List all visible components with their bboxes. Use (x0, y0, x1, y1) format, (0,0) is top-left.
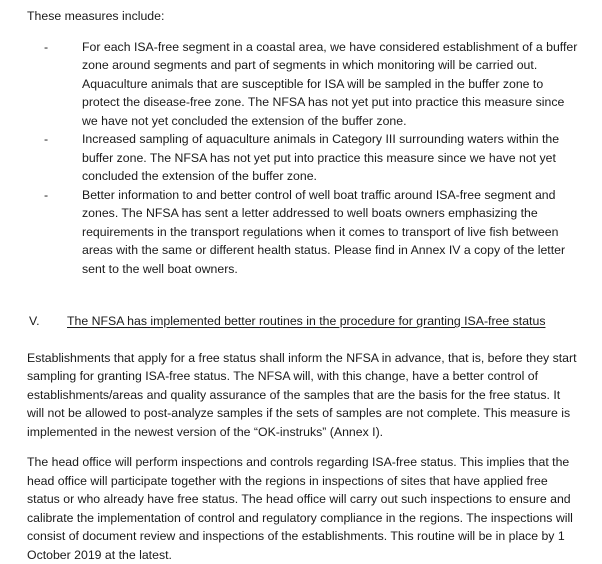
list-item (44, 130, 578, 186)
list-item-text: For each ISA-free segment in a coastal area, we have considered establishment of a buffer zone around segments and part of segments in which monitoring will be carried out. Aquaculture animals that are susceptible for ISA will be sampled in the buffer zone to protect the disease-free zone. The NFSA has not yet put into practice this measure since we have not yet concluded the extension of the buffer zone. (82, 39, 578, 128)
section-paragraph-2: The head office will perform inspections and controls regarding ISA-free status. This implies that the head office will participate together with the regions in inspections of sites that have applied free status or who already have free status. The head office will carry out such inspections to ensure and calibrate the implementation of control and regulatory compliance in the regions. The inspections will consist of document review and inspections of the establishments. This routine will be in place by 1 October 2019 at the latest. (27, 455, 573, 562)
list-item (44, 186, 578, 279)
list-item (44, 38, 578, 131)
intro-paragraph: These measures include: (27, 9, 165, 23)
measures-list (27, 38, 578, 279)
section-paragraph-1: Establishments that apply for a free status shall inform the NFSA in advance, that is, before they start sampling for granting ISA-free status. The NFSA will, with this change, have a better control of establishments/areas and quality assurance of the samples that are the basis for the free status. It will not be allowed to post-analyze samples if the sets of samples are not complete. This measure is implemented in the newest version of the “OK-instruks” (Annex I). (27, 350, 577, 439)
section-numeral: V. (29, 314, 40, 328)
bullet-dash-icon: - (44, 187, 49, 202)
list-item-text: Increased sampling of aquaculture animals in Category III surrounding waters within the buffer zone. The NFSA has not yet put into practice this measure since we have not yet concluded the extension of the buffer zone. (82, 132, 560, 183)
section-title: The NFSA has implemented better routines in the procedure for granting ISA-free status (67, 314, 546, 328)
list-item-text: Better information to and better control of well boat traffic around ISA-free segment and zones. The NFSA has sent a letter addressed to well boats owners emphasizing the requirements in the transport regulations when it comes to transport of live fish between areas with the same or different health status. Please find in Annex IV a copy of the letter sent to the well boat owners. (82, 187, 566, 276)
section-heading (27, 312, 578, 331)
bullet-dash-icon: - (44, 39, 49, 54)
bullet-dash-icon: - (44, 132, 49, 146)
